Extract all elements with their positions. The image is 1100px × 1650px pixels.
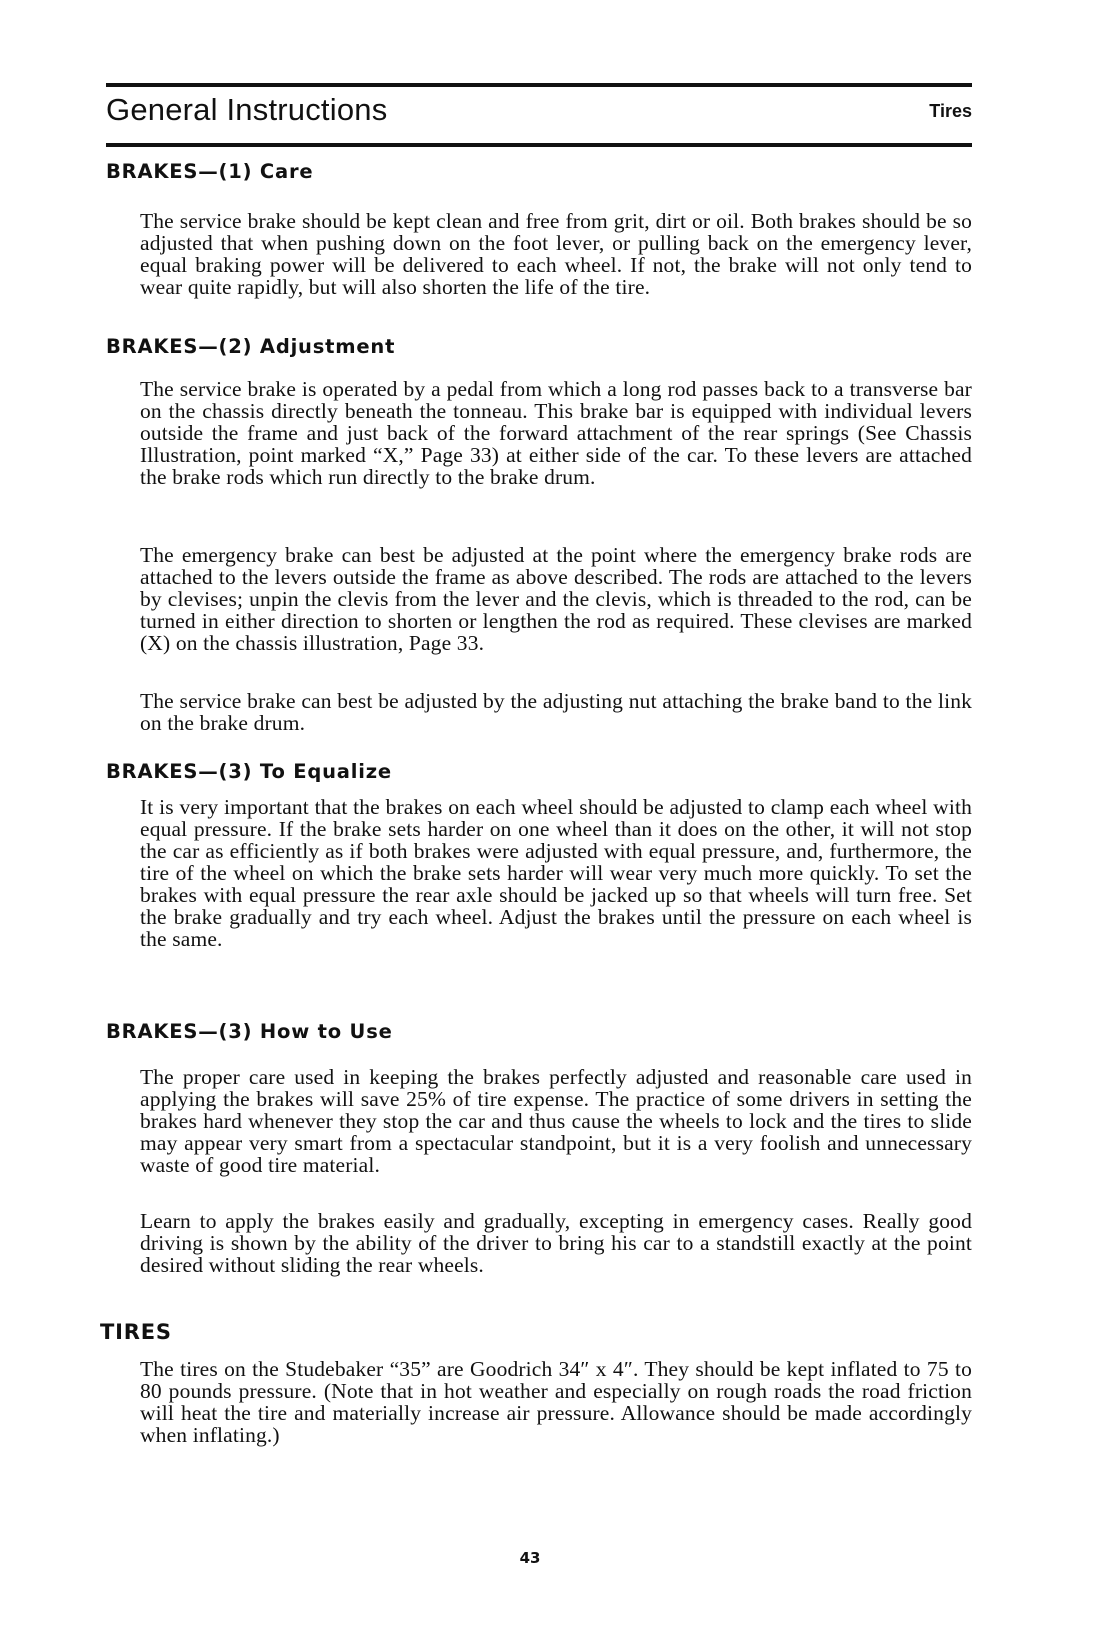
paragraph-tires: The tires on the Studebaker “35” are Goodrich 34″ x 4″. They should be kept inflated to 75 to 80 pounds pressure. (Note that in hot weather and especially on rough roads the road friction will heat the tire and materially increase air pressure. Allowance should be made accordingly when inflating.) <box>140 1357 972 1447</box>
paragraph-brakes-adjustment-1: The service brake is operated by a pedal from which a long rod passes back to a transverse bar on the chassis directly beneath the tonneau. This brake bar is equipped with individual levers outside the frame and just back of the forward attachment of the rear springs (See Chassis Illustration, point marked “X,” Page 33) at either side of the car. To these levers are attached the brake rods which run directly to the brake drum. <box>140 377 972 489</box>
heading-brakes-equalize: BRAKES—(3) To Equalize <box>106 760 392 783</box>
paragraph-brakes-how-to-use-1: The proper care used in keeping the brakes perfectly adjusted and reasonable care used in applying the brakes will save 25% of tire expense. The practice of some drivers in setting the brakes hard whenever they stop the car and thus cause the wheels to lock and the tires to slide may appear very smart from a spectacular standpoint, but it is a very foolish and unnecessary waste of good tire material. <box>140 1065 972 1177</box>
heading-brakes-how-to-use: BRAKES—(3) How to Use <box>106 1020 393 1043</box>
page-number: 43 <box>519 1549 541 1567</box>
header-section-label: Tires <box>929 101 972 121</box>
page-header <box>106 83 972 147</box>
header-title: General Instructions <box>106 92 388 127</box>
heading-brakes-adjustment: BRAKES—(2) Adjustment <box>106 335 396 358</box>
heading-brakes-care: BRAKES—(1) Care <box>106 160 314 183</box>
paragraph-brakes-care: The service brake should be kept clean and free from grit, dirt or oil. Both brakes should be so adjusted that when pushing down on the foot lever, or pulling back on the emergency lever, equal braking power will be delivered to each wheel. If not, the brake will not only tend to wear quite rapidly, but will also shorten the life of the tire. <box>140 209 972 299</box>
heading-tires: TIRES <box>100 1320 172 1344</box>
paragraph-brakes-adjustment-3: The service brake can best be adjusted by the adjusting nut attaching the brake band to the link on the brake drum. <box>140 689 972 735</box>
paragraph-brakes-how-to-use-2: Learn to apply the brakes easily and gradually, excepting in emergency cases. Really good driving is shown by the ability of the driver to bring his car to a standstill exactly at the point desired without sliding the rear wheels. <box>140 1209 972 1277</box>
paragraph-brakes-equalize: It is very important that the brakes on each wheel should be adjusted to clamp each wheel with equal pressure. If the brake sets harder on one wheel than it does on the other, it will not stop the car as efficiently as if both brakes were adjusted with equal pressure, and, furthermore, the tire of the wheel on which the brake sets harder will wear very much more quickly. To set the brakes with equal pressure the rear axle should be jacked up so that wheels will turn free. Set the brake gradually and try each wheel. Adjust the brakes until the pressure on each wheel is the same. <box>140 795 972 951</box>
paragraph-brakes-adjustment-2: The emergency brake can best be adjusted at the point where the emergency brake rods are attached to the levers outside the frame as above described. The rods are attached to the levers by clevises; unpin the clevis from the lever and the clevis, which is threaded to the rod, can be turned in either direction to shorten or lengthen the rod as required. These clevises are marked (X) on the chassis illustration, Page 33. <box>140 543 972 655</box>
